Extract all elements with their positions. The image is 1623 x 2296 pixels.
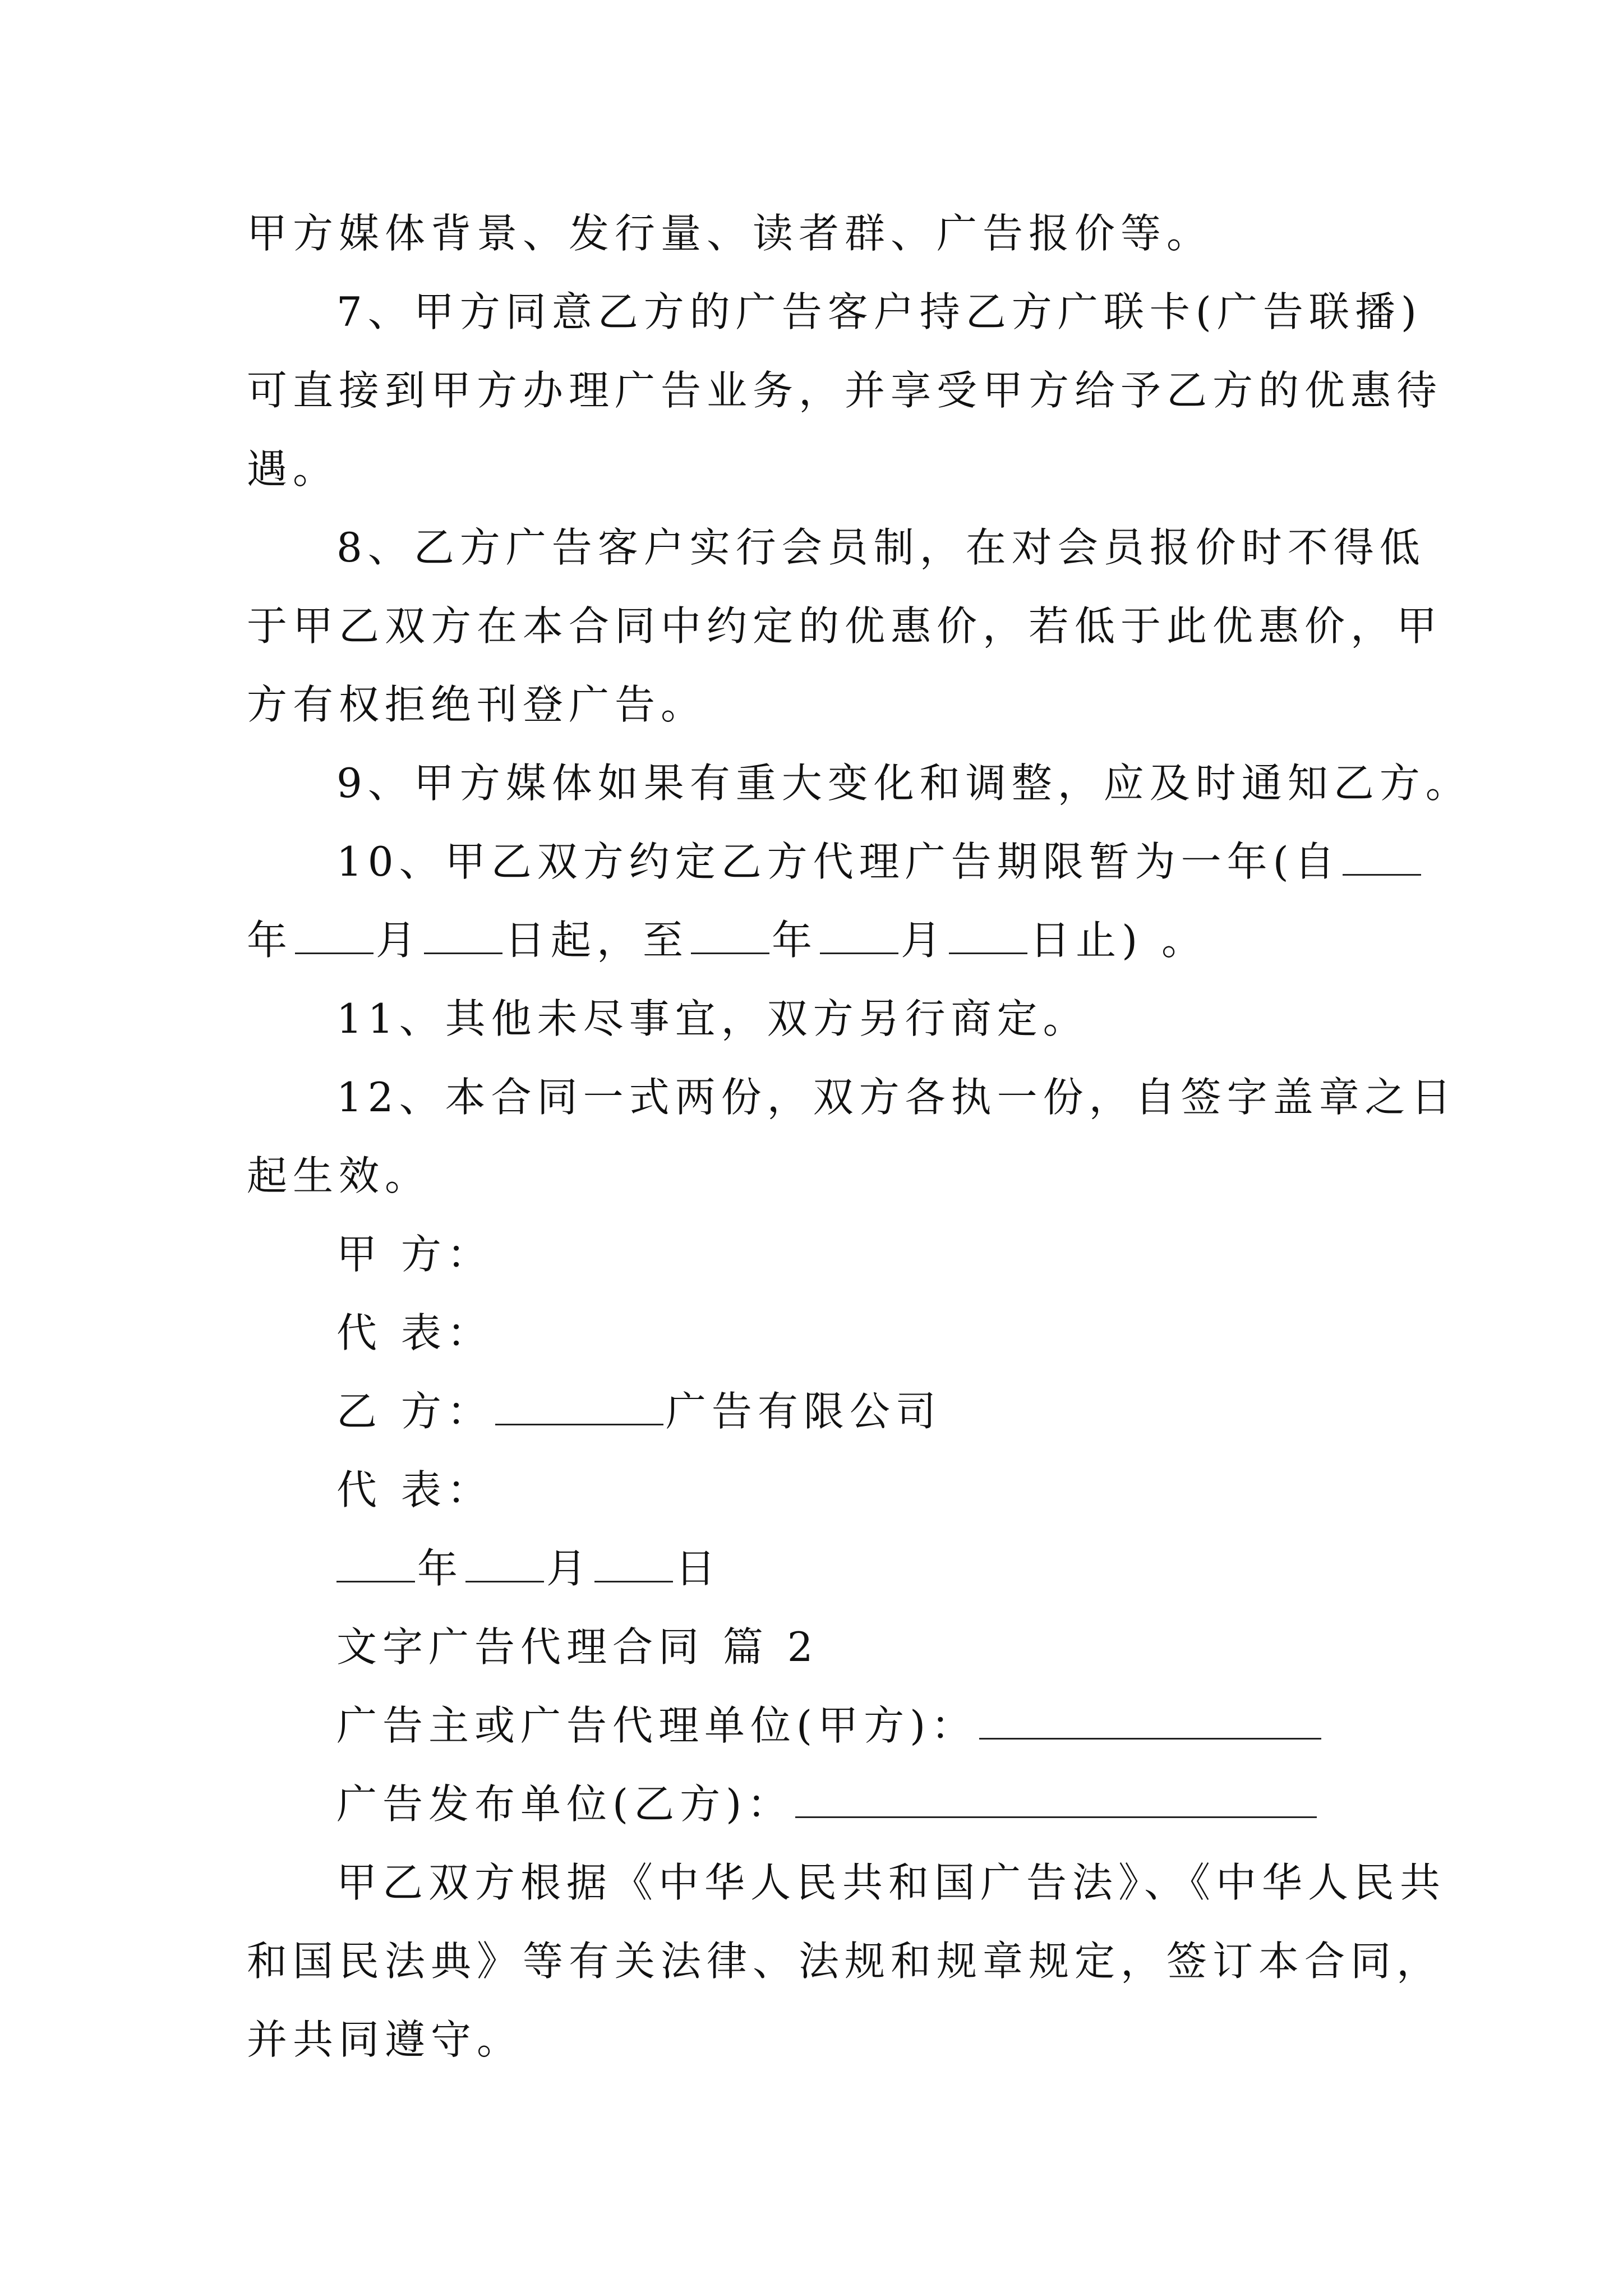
- party-b-label: 乙 方：: [336, 1388, 493, 1435]
- party-a-representative: 代 表：: [336, 1309, 493, 1356]
- blank-field: [691, 918, 769, 954]
- blank-field: [495, 1389, 663, 1425]
- clause-8-line-3: 方有权拒绝刊登广告。: [247, 681, 707, 728]
- clause-12-line-2: 起生效。: [247, 1152, 431, 1199]
- party-b-label: 广告发布单位(乙方)：: [336, 1780, 794, 1828]
- section-2-party-a: [336, 1700, 1481, 1751]
- blank-field: [465, 1546, 544, 1582]
- clause-7-line-2: 可直接到甲方办理广告业务，并享受甲方给予乙方的优惠待: [247, 367, 1443, 414]
- section-2-title: 文字广告代理合同 篇 2: [336, 1623, 819, 1671]
- year-label: 年: [247, 917, 293, 964]
- clause-9-line-1: 9、甲方媒体如果有重大变化和调整，应及时通知乙方。: [336, 760, 1472, 807]
- day-label: 日: [675, 1545, 722, 1592]
- clause-12-line-1: 12、本合同一式两份，双方各执一份，自签字盖章之日: [336, 1074, 1457, 1121]
- blank-field: [820, 918, 898, 954]
- intro-line-3: 并共同遵守。: [247, 2016, 523, 2063]
- clause-11-line-1: 11、其他未尽事宜，双方另行商定。: [336, 995, 1089, 1042]
- day-from-label: 日起，至: [505, 917, 689, 964]
- day-to-label: 日止) 。: [1030, 917, 1208, 964]
- month-label: 月: [546, 1545, 593, 1592]
- clause-10-text: 10、甲乙双方约定乙方代理广告期限暂为一年(自: [336, 838, 1340, 885]
- blank-field: [594, 1546, 673, 1582]
- intro-line-2: 和国民法典》等有关法律、法规和规章规定，签订本合同，: [247, 1938, 1443, 1985]
- blank-field: [949, 918, 1027, 954]
- clause-8-line-1: 8、乙方广告客户实行会员制，在对会员报价时不得低: [336, 524, 1426, 571]
- clause-10-line-2: [247, 914, 1391, 966]
- blank-field: [979, 1703, 1321, 1740]
- month-label: 月: [901, 917, 947, 964]
- clause-7-line-1: 7、甲方同意乙方的广告客户持乙方广联卡(广告联播): [336, 288, 1422, 335]
- blank-field: [424, 918, 502, 954]
- paragraph-line: 甲方媒体背景、发行量、读者群、广告报价等。: [247, 210, 1213, 257]
- section-2-party-b: [336, 1778, 1481, 1830]
- year-label: 年: [417, 1545, 464, 1592]
- blank-field: [336, 1546, 415, 1582]
- year-label: 年: [772, 917, 818, 964]
- clause-8-line-2: 于甲乙双方在本合同中约定的优惠价，若低于此优惠价，甲: [247, 602, 1443, 650]
- intro-line-1: 甲乙双方根据《中华人民共和国广告法》、《中华人民共: [336, 1859, 1446, 1906]
- party-a-label: 广告主或广告代理单位(甲方)：: [336, 1702, 978, 1749]
- blank-field: [1343, 839, 1421, 876]
- party-b-signature: [336, 1386, 1481, 1437]
- clause-10-line-1: [336, 836, 1481, 887]
- party-b-representative: 代 表：: [336, 1466, 493, 1513]
- month-label: 月: [376, 917, 422, 964]
- party-b-company-suffix: 广告有限公司: [665, 1388, 942, 1435]
- blank-field: [295, 918, 374, 954]
- party-a-signature: 甲 方：: [336, 1231, 493, 1278]
- clause-7-line-3: 遇。: [247, 445, 339, 493]
- blank-field: [795, 1782, 1317, 1818]
- signature-date: [336, 1543, 1481, 1594]
